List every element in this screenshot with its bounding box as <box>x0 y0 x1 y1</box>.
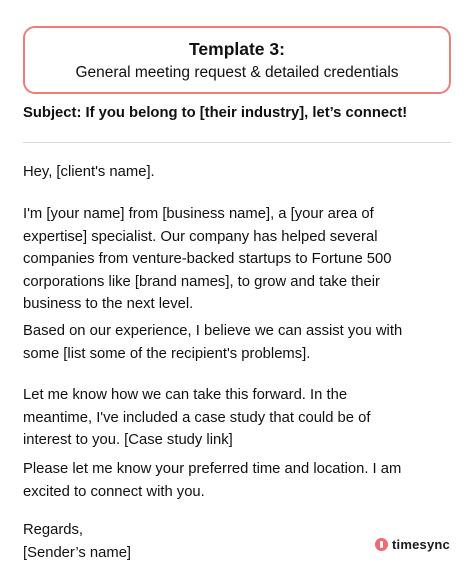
divider <box>23 142 451 143</box>
paragraph-line: Please let me know your preferred time and location. I am <box>23 461 402 477</box>
sender-name: [Sender’s name] <box>23 544 132 561</box>
brand-name: timesync <box>392 536 450 552</box>
timesync-logo-icon <box>375 538 388 551</box>
email-subject: Subject: If you belong to [their industry], let’s connect! <box>23 105 408 121</box>
paragraph-line: I'm [your name] from [business name], a [your area of <box>23 206 374 222</box>
paragraph-line: companies from venture-backed startups to Fortune 500 <box>23 251 392 267</box>
template-subtitle: General meeting request & detailed credentials <box>75 64 399 81</box>
template-title: Template 3: <box>189 39 285 59</box>
paragraph-line: expertise] specialist. Our company has helped several <box>23 228 378 245</box>
paragraph-line: Based on our experience, I believe we can assist you with <box>23 323 403 339</box>
paragraph-line: some [list some of the recipient's problems]. <box>23 345 311 362</box>
paragraph-line: excited to connect with you. <box>23 483 205 500</box>
email-paragraph-2 <box>23 320 463 365</box>
paragraph-line: Let me know how we can take this forward. In the <box>23 387 348 403</box>
paragraph-line: business to the next level. <box>23 296 194 312</box>
timesync-logo <box>375 535 450 553</box>
email-paragraph-3 <box>23 384 463 452</box>
paragraph-line: corporations like [brand names], to grow and take their <box>23 273 380 290</box>
email-signoff: Regards, [Sender’s name] <box>23 519 463 564</box>
email-greeting: Hey, [client's name]. <box>23 164 155 180</box>
email-paragraph-4 <box>23 458 463 503</box>
email-paragraph-1 <box>23 203 463 316</box>
paragraph-line: meantime, I've included a case study that could be of <box>23 409 371 426</box>
paragraph-line: interest to you. [Case study link] <box>23 432 233 448</box>
template-title-box <box>23 26 451 94</box>
